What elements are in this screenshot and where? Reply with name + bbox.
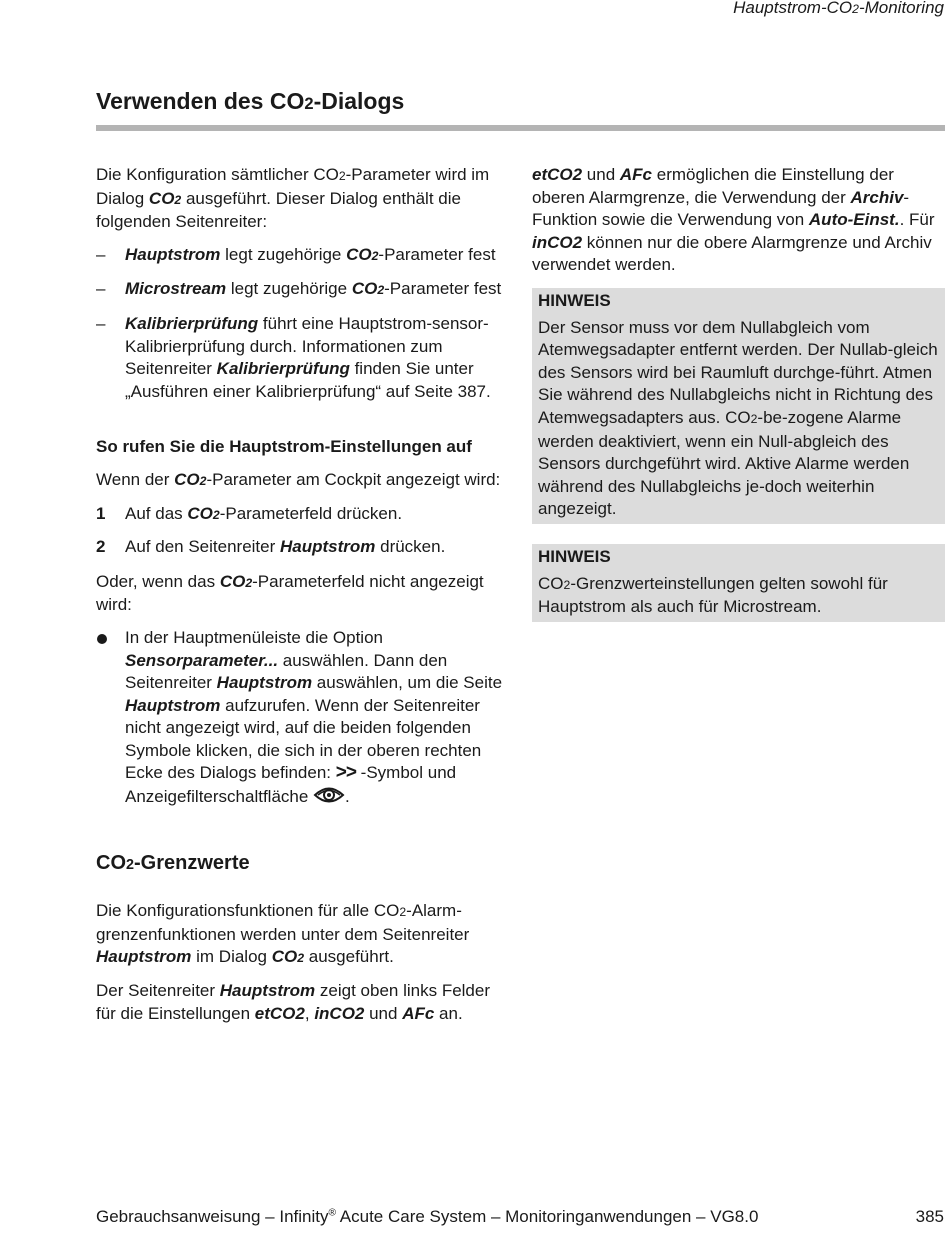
- eye-filter-icon: [313, 785, 345, 805]
- when-paragraph: Wenn der CO2-Parameter am Cockpit angezeigt wird:: [96, 469, 501, 489]
- note-box-1: [532, 288, 945, 524]
- bullet-dot-icon: [97, 634, 107, 644]
- right-intro-paragraph: etCO2 und AFc ermöglichen die Einstellung der oberen Alarmgrenze, die Verwendung der Archiv-Funktion sowie die Verwendung von Auto-Einst.. Für inCO2 können nur die obere Alarmgrenze und Archiv verwendet werden.: [532, 165, 935, 275]
- note-text: CO2-Grenzwerteinstellungen gelten sowohl für Hauptstrom als auch für Microstream.: [538, 573, 888, 617]
- step-2: 2 Auf den Seitenreiter Hauptstrom drücken.: [96, 537, 446, 557]
- left-column: [96, 164, 511, 1025]
- note-text: Der Sensor muss vor dem Nullabgleich vom Atemwegsadapter entfernt werden. Der Nullab-gleich des Sensors wird bei Raumluft durchge-führt. Atmen Sie während des Nullabgleichs nicht in Richtung des Atemwegsadapters aus. CO2-be-zogene Alarme werden deaktiviert, wenn ein Null-abgleich des Sensors durchgeführt wird. Aktive Alarme werden während des Nullabgleichs je-doch weiterhin angezeigt.: [538, 317, 938, 519]
- running-header: Hauptstrom-CO2-Monitoring: [733, 0, 944, 17]
- footer: Gebrauchsanweisung – Infinity® Acute Care System – Monitoringanwendungen – VG8.0: [96, 1207, 759, 1226]
- double-chevron-icon: >>: [335, 762, 356, 784]
- note-box-2: [532, 544, 945, 622]
- tab-item-hauptstrom: – Hauptstrom legt zugehörige CO2-Parameter fest: [96, 244, 496, 264]
- note-heading: HINWEIS: [538, 546, 611, 566]
- page-number: 385: [915, 1207, 944, 1226]
- tab-item-microstream: – Microstream legt zugehörige CO2-Parameter fest: [96, 279, 502, 299]
- or-paragraph: Oder, wenn das CO2-Parameterfeld nicht angezeigt wird:: [96, 571, 484, 615]
- limits-paragraph-2: Der Seitenreiter Hauptstrom zeigt oben links Felder für die Einstellungen etCO2, inCO2 und AFc an.: [96, 981, 491, 1023]
- right-column: [532, 164, 945, 622]
- step-1: 1 Auf das CO2-Parameterfeld drücken.: [96, 503, 403, 523]
- limits-paragraph-1: Die Konfigurationsfunktionen für alle CO2-Alarm-grenzenfunktionen werden unter dem Seitenreiter Hauptstrom im Dialog CO2 ausgeführt.: [96, 901, 470, 967]
- intro-paragraph: Die Konfiguration sämtlicher CO2-Parameter wird im Dialog CO2 ausgeführt. Dieser Dialog enthält die folgenden Seitenreiter:: [96, 165, 490, 232]
- bullet-item: In der Hauptmenüleiste die Option Sensorparameter... auswählen. Dann den Seitenreiter Hauptstrom auswählen, um die Seite Hauptstrom aufzurufen. Wenn der Seitenreiter nicht angezeigt wird, auf die beiden folgenden Symbole klicken, die sich in der oberen rechten Ecke des Dialogs befinden: >> -Symbol und Anzeigefilterschaltfläche .: [96, 627, 511, 809]
- page-title: Verwenden des CO2-Dialogs: [96, 88, 405, 114]
- tab-item-kalibrierpruefung: – Kalibrierprüfung führt eine Hauptstrom-sensor-Kalibrierprüfung durch. Informationen zum Seitenreiter Kalibrierprüfung finden Sie unter „Ausführen einer Kalibrierprüfung“ auf Seite 387.: [96, 313, 491, 401]
- title-rule: [96, 125, 945, 131]
- limits-heading: CO2-Grenzwerte: [96, 851, 250, 874]
- procedure-heading: So rufen Sie die Hauptstrom-Einstellungen auf: [96, 437, 472, 457]
- note-heading: HINWEIS: [538, 290, 611, 310]
